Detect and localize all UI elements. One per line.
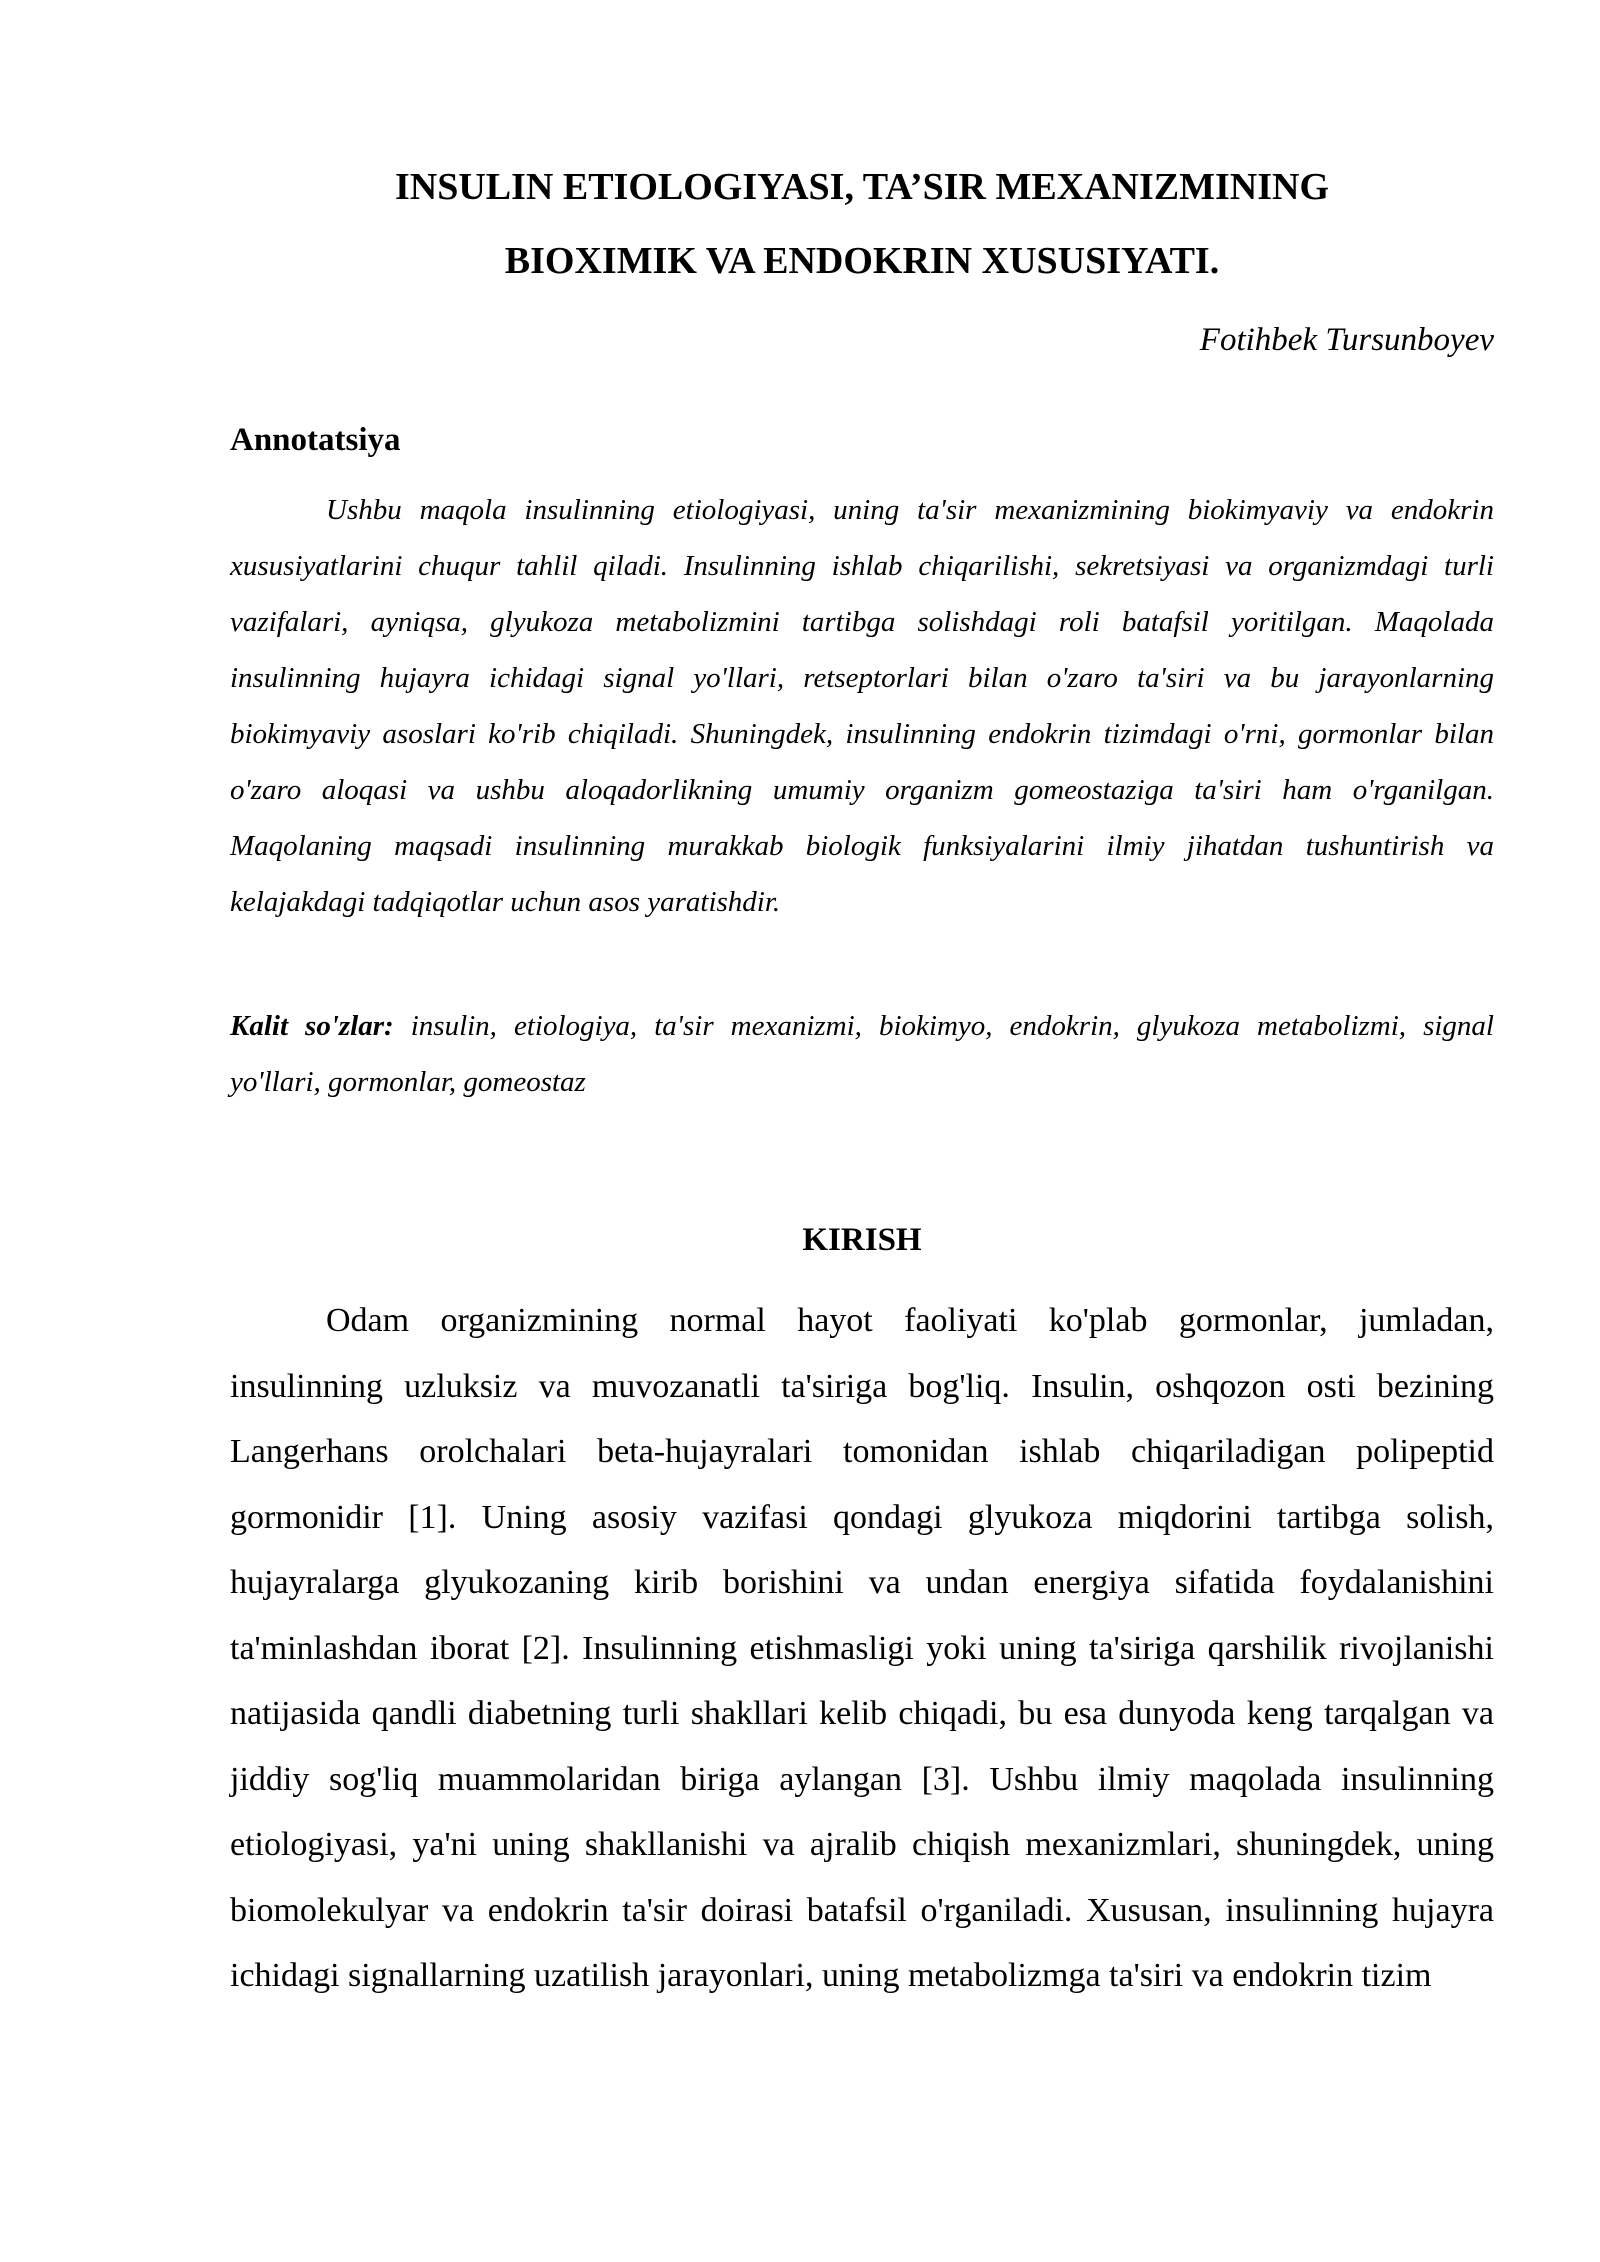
keywords-paragraph (230, 998, 1494, 1110)
abstract-text: Ushbu maqola insulinning etiologiyasi, uning ta'sir mexanizmining biokimyaviy va endokrin xususiyatlarini chuqur tahlil qiladi. Insulinning ishlab chiqarilishi, sekretsiyasi va organizmdagi turli vazifalari, ayniqsa, glyukoza metabolizmini tartibga solishdagi roli batafsil yoritilgan. Maqolada insulinning hujayra ichidagi signal yo'llari, retseptorlari bilan o'zaro ta'siri va bu jarayonlarning biokimyaviy asoslari ko'rib chiqiladi. Shuningdek, insulinning endokrin tizimdagi o'rni, gormonlar bilan o'zaro aloqasi va ushbu aloqadorlikning umumiy organizm gomeostaziga ta'siri ham o'rganilgan. Maqolaning maqsadi insulinning murakkab biologik funksiyalarini ilmiy jihatdan tushuntirish va kelajakdagi tadqiqotlar uchun asos yaratishdir. (230, 494, 1494, 918)
paper-title-line-1: INSULIN ETIOLOGIYASI, TA’SIR MEXANIZMINING (394, 166, 1330, 208)
paper-title-line-2: BIOXIMIK VA ENDOKRIN XUSUSIYATI. (504, 240, 1220, 282)
author-name: Fotihbek Tursunboyev (1199, 322, 1494, 358)
keywords-label: Kalit so'zlar: (230, 1010, 394, 1042)
paper-title (230, 150, 1494, 298)
introduction-text: Odam organizmining normal hayot faoliyati ko'plab gormonlar, jumladan, insulinning uzluksiz va muvozanatli ta'siriga bog'liq. Insulin, oshqozon osti bezining Langerhans orolchalari beta-hujayralari tomonidan ishlab chiqariladigan polipeptid gormonidir [1]. Uning asosiy vazifasi qondagi glyukoza miqdorini tartibga solish, hujayralarga glyukozaning kirib borishini va undan energiya sifatida foydalanishini ta'minlashdan iborat [2]. Insulinning etishmasligi yoki uning ta'siriga qarshilik rivojlanishi natijasida qandli diabetning turli shakllari kelib chiqadi, bu esa dunyoda keng tarqalgan va jiddiy sog'liq muammolaridan biriga aylangan [3]. Ushbu ilmiy maqolada insulinning etiologiyasi, ya'ni uning shakllanishi va ajralib chiqish mexanizmlari, shuningdek, uning biomolekulyar va endokrin ta'sir doirasi batafsil o'rganiladi. Xususan, insulinning hujayra ichidagi signallarning uzatilish jarayonlari, uning metabolizmga ta'siri va endokrin tizim (230, 1302, 1494, 1994)
section-heading-introduction: KIRISH (802, 1222, 922, 1258)
keywords-text: insulin, etiologiya, ta'sir mexanizmi, biokimyo, endokrin, glyukoza metabolizmi, signal yo'llari, gormonlar, gomeostaz (230, 1010, 1494, 1098)
abstract-heading: Annotatsiya (230, 422, 401, 458)
